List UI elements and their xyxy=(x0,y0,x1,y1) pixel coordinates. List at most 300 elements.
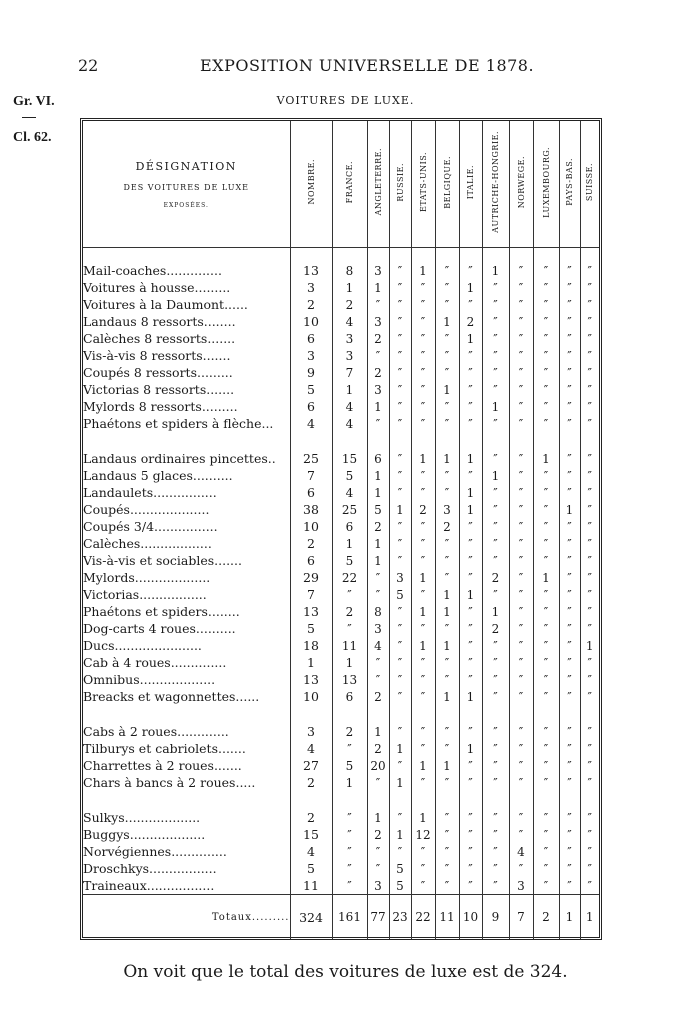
total-cell: 10 xyxy=(459,895,482,940)
count-cell: 2 xyxy=(367,330,389,347)
count-cell: ″ xyxy=(389,398,411,415)
count-cell: ″ xyxy=(533,484,559,501)
count-cell: ″ xyxy=(389,381,411,398)
count-cell: ″ xyxy=(332,740,367,757)
blank-cell xyxy=(367,432,389,450)
count-cell: ″ xyxy=(580,552,599,569)
count-cell: ″ xyxy=(509,484,533,501)
count-cell: ″ xyxy=(389,296,411,313)
count-cell: ″ xyxy=(533,552,559,569)
count-cell: ″ xyxy=(482,826,509,843)
count-cell: ″ xyxy=(559,279,580,296)
count-cell: 5 xyxy=(290,860,332,877)
count-cell: ″ xyxy=(533,774,559,791)
count-cell: ″ xyxy=(482,809,509,826)
count-cell: 1 xyxy=(435,313,459,330)
table-row xyxy=(83,740,599,757)
count-cell: ″ xyxy=(435,809,459,826)
count-cell: ″ xyxy=(509,688,533,705)
vehicle-designation: Norvégiennes.............. xyxy=(83,844,227,859)
count-cell: ″ xyxy=(533,501,559,518)
column-header-etats-unis: ÉTATS-UNIS. xyxy=(411,121,435,248)
count-cell: ″ xyxy=(435,843,459,860)
vehicle-designation: Mylords 8 ressorts......... xyxy=(83,399,238,414)
count-cell: ″ xyxy=(559,415,580,432)
blank-cell xyxy=(83,791,290,809)
count-cell: ″ xyxy=(411,518,435,535)
count-cell: 5 xyxy=(367,501,389,518)
count-cell: ″ xyxy=(509,450,533,467)
vehicle-designation: Sulkys................... xyxy=(83,810,201,825)
blank-cell xyxy=(559,248,580,263)
count-cell: ″ xyxy=(459,603,482,620)
count-cell: ″ xyxy=(389,467,411,484)
count-cell: 1 xyxy=(435,688,459,705)
count-cell: ″ xyxy=(559,860,580,877)
count-cell: ″ xyxy=(580,364,599,381)
table-row xyxy=(83,313,599,330)
table-row xyxy=(83,279,599,296)
count-cell: 4 xyxy=(290,843,332,860)
total-cell: 11 xyxy=(435,895,459,940)
designation-header-line1: DÉSIGNATION xyxy=(135,159,237,173)
count-cell: 5 xyxy=(290,381,332,398)
table-row xyxy=(83,262,599,279)
blank-cell xyxy=(290,432,332,450)
table-row xyxy=(83,877,599,894)
count-cell: ″ xyxy=(580,535,599,552)
count-cell: ″ xyxy=(509,671,533,688)
count-cell: 3 xyxy=(367,381,389,398)
blank-cell xyxy=(533,248,559,263)
table-row xyxy=(83,860,599,877)
count-cell: ″ xyxy=(580,313,599,330)
count-cell: ″ xyxy=(559,826,580,843)
count-cell: ″ xyxy=(435,860,459,877)
count-cell: ″ xyxy=(580,398,599,415)
table-row xyxy=(83,535,599,552)
count-cell: ″ xyxy=(435,826,459,843)
count-cell: ″ xyxy=(509,347,533,364)
table-row xyxy=(83,757,599,774)
count-cell: ″ xyxy=(435,552,459,569)
blank-cell xyxy=(482,791,509,809)
group-rule xyxy=(22,117,36,118)
count-cell: ″ xyxy=(559,262,580,279)
count-cell: 1 xyxy=(459,501,482,518)
count-cell: ″ xyxy=(580,569,599,586)
table-title: VOITURES DE LUXE. xyxy=(276,94,415,107)
designation-header-line3: EXPOSÉES. xyxy=(163,201,209,209)
count-cell: ″ xyxy=(482,450,509,467)
count-cell: 2 xyxy=(367,826,389,843)
count-cell: ″ xyxy=(459,347,482,364)
count-cell: 29 xyxy=(290,569,332,586)
count-cell: 1 xyxy=(459,740,482,757)
blank-cell xyxy=(389,432,411,450)
blank-cell xyxy=(411,705,435,723)
count-cell: ″ xyxy=(533,518,559,535)
blank-cell xyxy=(482,248,509,263)
count-cell: 1 xyxy=(482,398,509,415)
count-cell: ″ xyxy=(533,467,559,484)
count-cell: 2 xyxy=(435,518,459,535)
blank-cell xyxy=(459,432,482,450)
count-cell: ″ xyxy=(367,296,389,313)
count-cell: 1 xyxy=(367,723,389,740)
count-cell: ″ xyxy=(580,296,599,313)
count-cell: ″ xyxy=(482,381,509,398)
count-cell: 27 xyxy=(290,757,332,774)
vehicle-designation: Mylords................... xyxy=(83,570,211,585)
count-cell: 6 xyxy=(290,484,332,501)
count-cell: 5 xyxy=(332,552,367,569)
count-cell: 1 xyxy=(435,450,459,467)
count-cell: ″ xyxy=(389,603,411,620)
count-cell: 1 xyxy=(435,757,459,774)
count-cell: 7 xyxy=(290,467,332,484)
count-cell: ″ xyxy=(435,723,459,740)
count-cell: ″ xyxy=(411,398,435,415)
count-cell: ″ xyxy=(509,826,533,843)
count-cell: ″ xyxy=(435,484,459,501)
total-cell: 1 xyxy=(580,895,599,940)
count-cell: ″ xyxy=(509,620,533,637)
table-row xyxy=(83,398,599,415)
column-header-suisse: SUISSE. xyxy=(580,121,599,248)
blank-cell xyxy=(580,705,599,723)
count-cell: 2 xyxy=(482,569,509,586)
count-cell: ″ xyxy=(482,330,509,347)
blank-cell xyxy=(533,432,559,450)
count-cell: ″ xyxy=(559,620,580,637)
count-cell: 4 xyxy=(509,843,533,860)
totals-label: Totaux......... xyxy=(83,895,290,940)
table-row xyxy=(83,501,599,518)
count-cell: ″ xyxy=(559,347,580,364)
count-cell: 3 xyxy=(332,330,367,347)
count-cell: 1 xyxy=(332,535,367,552)
page-number: 22 xyxy=(78,56,99,75)
blank-cell xyxy=(290,248,332,263)
table-row xyxy=(83,654,599,671)
count-cell: ″ xyxy=(509,740,533,757)
count-cell: 10 xyxy=(290,313,332,330)
count-cell: 1 xyxy=(459,279,482,296)
vehicle-designation: Coupés 3/4................ xyxy=(83,519,218,534)
count-cell: ″ xyxy=(533,398,559,415)
count-cell: ″ xyxy=(533,843,559,860)
count-cell: ″ xyxy=(533,313,559,330)
count-cell: ″ xyxy=(367,347,389,364)
count-cell: 6 xyxy=(290,330,332,347)
group-label: Gr. VI. xyxy=(13,94,55,109)
count-cell: 3 xyxy=(367,877,389,894)
count-cell: 2 xyxy=(290,296,332,313)
count-cell: ″ xyxy=(435,262,459,279)
count-cell: ″ xyxy=(580,586,599,603)
blank-cell xyxy=(509,705,533,723)
count-cell: ″ xyxy=(580,688,599,705)
count-cell: 5 xyxy=(389,877,411,894)
count-cell: ″ xyxy=(389,843,411,860)
count-cell: 1 xyxy=(459,688,482,705)
footer-summary: On voit que le total des voitures de luxe est de 324. xyxy=(123,962,568,982)
vehicle-table-frame xyxy=(80,118,602,940)
count-cell: ″ xyxy=(435,467,459,484)
count-cell: ″ xyxy=(482,518,509,535)
count-cell: ″ xyxy=(559,877,580,894)
blank-cell xyxy=(435,705,459,723)
count-cell: ″ xyxy=(332,620,367,637)
count-cell: ″ xyxy=(435,398,459,415)
count-cell: ″ xyxy=(580,603,599,620)
blank-cell xyxy=(367,791,389,809)
count-cell: ″ xyxy=(482,860,509,877)
count-cell: 5 xyxy=(332,467,367,484)
count-cell: ″ xyxy=(580,671,599,688)
count-cell: ″ xyxy=(533,296,559,313)
count-cell: ″ xyxy=(509,364,533,381)
total-cell: 9 xyxy=(482,895,509,940)
count-cell: ″ xyxy=(533,860,559,877)
count-cell: ″ xyxy=(389,671,411,688)
count-cell: 7 xyxy=(290,586,332,603)
count-cell: 11 xyxy=(332,637,367,654)
table-row xyxy=(83,671,599,688)
count-cell: ″ xyxy=(389,723,411,740)
count-cell: 1 xyxy=(459,586,482,603)
total-cell: 22 xyxy=(411,895,435,940)
vehicle-designation: Phaétons et spiders........ xyxy=(83,604,240,619)
blank-cell xyxy=(509,432,533,450)
count-cell: ″ xyxy=(533,826,559,843)
count-cell: 1 xyxy=(411,603,435,620)
count-cell: 1 xyxy=(411,637,435,654)
total-cell: 324 xyxy=(290,895,332,940)
count-cell: 1 xyxy=(367,552,389,569)
count-cell: ″ xyxy=(580,330,599,347)
total-cell: 161 xyxy=(332,895,367,940)
count-cell: ″ xyxy=(482,501,509,518)
count-cell: ″ xyxy=(435,330,459,347)
count-cell: ″ xyxy=(482,637,509,654)
blank-cell xyxy=(509,248,533,263)
count-cell: 8 xyxy=(332,262,367,279)
count-cell: ″ xyxy=(509,654,533,671)
blank-cell xyxy=(435,248,459,263)
table-row xyxy=(83,569,599,586)
count-cell: ″ xyxy=(559,774,580,791)
count-cell: 3 xyxy=(332,347,367,364)
count-cell: 1 xyxy=(435,381,459,398)
count-cell: ″ xyxy=(411,296,435,313)
vehicle-designation: Buggys................... xyxy=(83,827,206,842)
count-cell: 3 xyxy=(509,877,533,894)
count-cell: ″ xyxy=(509,809,533,826)
count-cell: ″ xyxy=(332,860,367,877)
table-row xyxy=(83,826,599,843)
count-cell: 20 xyxy=(367,757,389,774)
vehicle-designation: Droschkys................. xyxy=(83,861,217,876)
count-cell: ″ xyxy=(509,398,533,415)
count-cell: ″ xyxy=(411,671,435,688)
count-cell: ″ xyxy=(482,313,509,330)
count-cell: ″ xyxy=(459,262,482,279)
count-cell: 3 xyxy=(367,313,389,330)
count-cell: 1 xyxy=(389,501,411,518)
count-cell: ″ xyxy=(459,671,482,688)
count-cell: 1 xyxy=(389,774,411,791)
count-cell: ″ xyxy=(459,467,482,484)
column-header-angleterre: ANGLETERRE. xyxy=(367,121,389,248)
blank-cell xyxy=(533,791,559,809)
column-header-nombre: NOMBRE. xyxy=(290,121,332,248)
vehicle-designation: Victorias 8 ressorts....... xyxy=(83,382,235,397)
count-cell: ″ xyxy=(459,723,482,740)
column-header-pays-bas: PAYS-BAS. xyxy=(559,121,580,248)
count-cell: ″ xyxy=(367,843,389,860)
count-cell: 1 xyxy=(459,484,482,501)
blank-cell xyxy=(559,791,580,809)
count-cell: 5 xyxy=(389,586,411,603)
count-cell: ″ xyxy=(559,450,580,467)
count-cell: ″ xyxy=(533,347,559,364)
count-cell: ″ xyxy=(580,279,599,296)
count-cell: 3 xyxy=(389,569,411,586)
count-cell: ″ xyxy=(389,654,411,671)
count-cell: ″ xyxy=(459,569,482,586)
count-cell: ″ xyxy=(411,484,435,501)
count-cell: ″ xyxy=(559,535,580,552)
count-cell: ″ xyxy=(533,381,559,398)
count-cell: ″ xyxy=(459,296,482,313)
table-row xyxy=(83,330,599,347)
count-cell: ″ xyxy=(435,347,459,364)
count-cell: 1 xyxy=(411,569,435,586)
blank-cell xyxy=(332,432,367,450)
vehicle-designation: Voitures à la Daumont...... xyxy=(83,297,248,312)
vehicle-designation: Charrettes à 2 roues....... xyxy=(83,758,242,773)
count-cell: 6 xyxy=(332,518,367,535)
count-cell: ″ xyxy=(580,740,599,757)
count-cell: ″ xyxy=(389,535,411,552)
count-cell: ″ xyxy=(332,843,367,860)
count-cell: ″ xyxy=(559,688,580,705)
count-cell: ″ xyxy=(533,654,559,671)
count-cell: ″ xyxy=(509,313,533,330)
vehicle-designation: Landaus 5 glaces.......... xyxy=(83,468,233,483)
table-row xyxy=(83,552,599,569)
count-cell: ″ xyxy=(411,843,435,860)
vehicle-designation: Coupés 8 ressorts......... xyxy=(83,365,233,380)
count-cell: ″ xyxy=(580,860,599,877)
count-cell: ″ xyxy=(580,826,599,843)
count-cell: 15 xyxy=(290,826,332,843)
blank-cell xyxy=(411,432,435,450)
count-cell: ″ xyxy=(559,586,580,603)
count-cell: ″ xyxy=(509,723,533,740)
count-cell: ″ xyxy=(389,757,411,774)
blank-cell xyxy=(580,248,599,263)
count-cell: ″ xyxy=(533,620,559,637)
count-cell: ″ xyxy=(411,740,435,757)
count-cell: 4 xyxy=(332,484,367,501)
count-cell: ″ xyxy=(411,586,435,603)
count-cell: ″ xyxy=(580,620,599,637)
count-cell: ″ xyxy=(482,843,509,860)
count-cell: 4 xyxy=(332,398,367,415)
table-row xyxy=(83,450,599,467)
count-cell: ″ xyxy=(411,535,435,552)
column-header-france: FRANCE. xyxy=(332,121,367,248)
count-cell: ″ xyxy=(509,330,533,347)
count-cell: ″ xyxy=(389,518,411,535)
table-row xyxy=(83,415,599,432)
blank-cell xyxy=(367,705,389,723)
blank-cell xyxy=(435,791,459,809)
count-cell: ″ xyxy=(411,381,435,398)
total-cell: 1 xyxy=(559,895,580,940)
count-cell: ″ xyxy=(533,603,559,620)
count-cell: ″ xyxy=(509,860,533,877)
count-cell: ″ xyxy=(389,262,411,279)
vehicle-designation: Calèches 8 ressorts....... xyxy=(83,331,236,346)
count-cell: ″ xyxy=(509,586,533,603)
count-cell: ″ xyxy=(482,654,509,671)
count-cell: ″ xyxy=(559,518,580,535)
count-cell: 3 xyxy=(290,723,332,740)
count-cell: ″ xyxy=(411,313,435,330)
count-cell: 1 xyxy=(533,569,559,586)
count-cell: ″ xyxy=(559,467,580,484)
count-cell: ″ xyxy=(509,381,533,398)
vehicle-designation: Chars à bancs à 2 roues..... xyxy=(83,775,256,790)
blank-cell xyxy=(389,705,411,723)
total-cell: 7 xyxy=(509,895,533,940)
count-cell: ″ xyxy=(367,774,389,791)
count-cell: 12 xyxy=(411,826,435,843)
count-cell: ″ xyxy=(559,843,580,860)
count-cell: ″ xyxy=(533,415,559,432)
blank-cell xyxy=(533,705,559,723)
count-cell: 1 xyxy=(482,603,509,620)
count-cell: ″ xyxy=(411,723,435,740)
count-cell: ″ xyxy=(509,535,533,552)
column-header-russie: RUSSIE. xyxy=(389,121,411,248)
count-cell: ″ xyxy=(482,586,509,603)
count-cell: 1 xyxy=(435,586,459,603)
count-cell: 1 xyxy=(559,501,580,518)
count-cell: ″ xyxy=(459,843,482,860)
count-cell: ″ xyxy=(459,552,482,569)
vehicle-designation: Cabs à 2 roues............. xyxy=(83,724,229,739)
count-cell: ″ xyxy=(533,671,559,688)
count-cell: 25 xyxy=(332,501,367,518)
count-cell: ″ xyxy=(389,637,411,654)
count-cell: ″ xyxy=(580,347,599,364)
count-cell: ″ xyxy=(559,723,580,740)
count-cell: ″ xyxy=(580,757,599,774)
count-cell: 6 xyxy=(367,450,389,467)
total-cell: 23 xyxy=(389,895,411,940)
count-cell: ″ xyxy=(482,364,509,381)
count-cell: ″ xyxy=(580,843,599,860)
table-header-row xyxy=(83,121,599,248)
vehicle-designation: Landaus 8 ressorts........ xyxy=(83,314,236,329)
count-cell: ″ xyxy=(533,586,559,603)
count-cell: ″ xyxy=(411,620,435,637)
